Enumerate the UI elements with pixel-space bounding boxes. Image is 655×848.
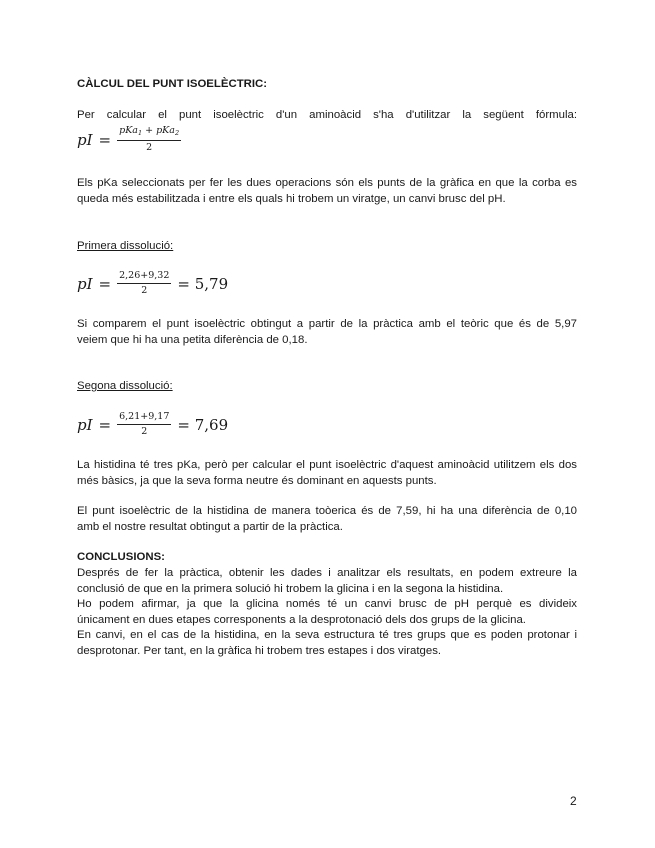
conclusions-line: En canvi, en el cas de la histidina, en la seva estructura té tres grups que es poden protonar i <box>77 629 577 641</box>
formula-second-result: = 7,69 <box>177 415 229 434</box>
first-comparison-paragraph <box>77 317 577 348</box>
histidine-theoretical-line: amb el nostre resultat obtingut a partir de la pràctica. <box>77 520 343 533</box>
formula-first-denominator: 2 <box>141 285 148 296</box>
formula-second-numerator: 6,21+9,17 <box>117 411 171 425</box>
conclusions-line: conclusió de que en la primera solució hi trobem la glicina i en la segona la histidina. <box>77 582 504 595</box>
formula-second-lhs: pI <box>77 415 93 434</box>
explanation-line: queda més estabilitzada i entre els quals hi trobem un viratge, un canvi brusc del pH. <box>77 192 506 205</box>
formula-second <box>77 411 228 438</box>
formula-denominator: 2 <box>146 142 153 153</box>
formula-second-denominator: 2 <box>141 426 148 437</box>
formula-first-equals: = <box>98 274 112 293</box>
formula-first-numerator: 2,26+9,32 <box>117 270 171 284</box>
conclusions-line: únicament en dues etapes corresponents a la desprotonació dels dos grups de la glicina. <box>77 613 526 626</box>
explanation-line: Els pKa seleccionats per fer les dues operacions són els punts de la gràfica en que la corba es <box>77 177 577 189</box>
formula-first-fraction <box>117 270 171 297</box>
second-dissolution-heading: Segona dissolució: <box>77 380 173 392</box>
first-comparison-line: Si comparem el punt isoelèctric obtingut a partir de la pràctica amb el teòric que és de 5,97 <box>77 318 577 330</box>
first-dissolution-heading: Primera dissolució: <box>77 240 174 252</box>
first-comparison-line: veiem que hi ha una petita diferència de 0,18. <box>77 333 308 346</box>
formula-first <box>77 270 228 297</box>
formula-general <box>77 125 181 154</box>
formula-numerator: pKa$_1$ + pKa$_2$ <box>117 125 181 141</box>
histidine-pka-line: La histidina té tres pKa, però per calcular el punt isoelèctric d'aquest aminoàcid utilitzem els dos <box>77 459 577 471</box>
histidine-theoretical-paragraph <box>77 504 577 535</box>
histidine-theoretical-line: El punt isoelèctric de la histidina de manera toòerica és de 7,59, hi ha una diferència de 0,10 <box>77 505 577 517</box>
explanation-paragraph <box>77 176 577 207</box>
conclusions-paragraph <box>77 566 577 659</box>
conclusions-heading: CONCLUSIONS: <box>77 551 165 563</box>
formula-second-fraction <box>117 411 171 438</box>
formula-fraction <box>117 125 181 154</box>
conclusions-line: Ho podem afirmar, ja que la glicina només té un canvi brusc de pH perquè es divideix <box>77 598 577 610</box>
formula-first-result: = 5,79 <box>177 274 229 293</box>
histidine-pka-paragraph <box>77 458 577 489</box>
conclusions-line: desprotonar. Per tant, en la gràfica hi trobem tres estapes i dos viratges. <box>77 644 442 657</box>
page-number: 2 <box>570 794 577 808</box>
formula-second-equals: = <box>98 415 112 434</box>
conclusions-line: Després de fer la pràctica, obtenir les dades i analitzar els resultats, en podem extreure la <box>77 567 577 579</box>
formula-lhs: pI <box>77 130 93 149</box>
intro-paragraph: Per calcular el punt isoelèctric d'un aminoàcid s'ha d'utilitzar la següent fórmula: <box>77 109 577 121</box>
formula-first-lhs: pI <box>77 274 93 293</box>
histidine-pka-line: més bàsics, ja que la seva forma neutre és dominant en aquests punts. <box>77 474 437 487</box>
formula-equals: = <box>98 130 112 149</box>
main-heading: CÀLCUL DEL PUNT ISOELÈCTRIC: <box>77 78 268 90</box>
